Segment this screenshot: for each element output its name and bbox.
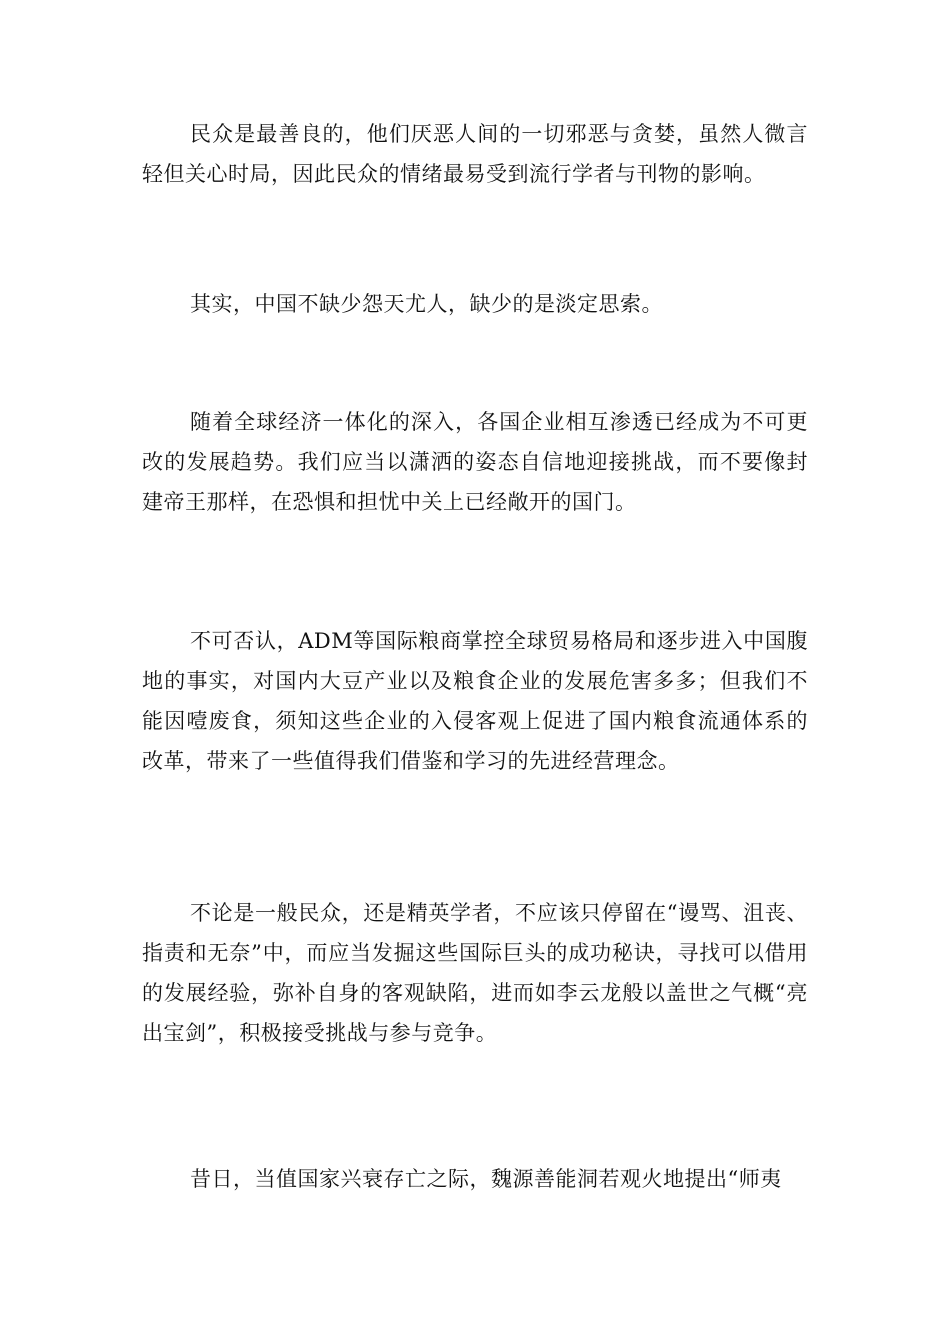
paragraph: 不论是一般民众，还是精英学者，不应该只停留在“谩骂、沮丧、指责和无奈”中，而应当发掘这些国际巨头的成功秘诀，寻找可以借用的发展经验，弥补自身的客观缺陷，进而如李云龙般以盖世之气概“亮出宝剑”，积极接受挑战与参与竞争。: [142, 901, 808, 1045]
paragraph: 不可否认，ADM等国际粮商掌控全球贸易格局和逐步进入中国腹地的事实，对国内大豆产业以及粮食企业的发展危害多多；但我们不能因噎废食，须知这些企业的入侵客观上促进了国内粮食流通体系的改革，带来了一些值得我们借鉴和学习的先进经营理念。: [142, 629, 808, 773]
paragraph: 昔日，当值国家兴衰存亡之际，魏源善能洞若观火地提出“师夷: [190, 1167, 782, 1191]
paragraph: 民众是最善良的，他们厌恶人间的一切邪恶与贪婪，虽然人微言轻但关心时局，因此民众的情绪最易受到流行学者与刊物的影响。: [142, 122, 808, 186]
paragraph: 随着全球经济一体化的深入，各国企业相互渗透已经成为不可更改的发展趋势。我们应当以潇洒的姿态自信地迎接挑战，而不要像封建帝王那样，在恐惧和担忧中关上已经敞开的国门。: [142, 410, 808, 514]
paragraph: 其实，中国不缺少怨天尤人，缺少的是淡定思索。: [190, 292, 663, 316]
